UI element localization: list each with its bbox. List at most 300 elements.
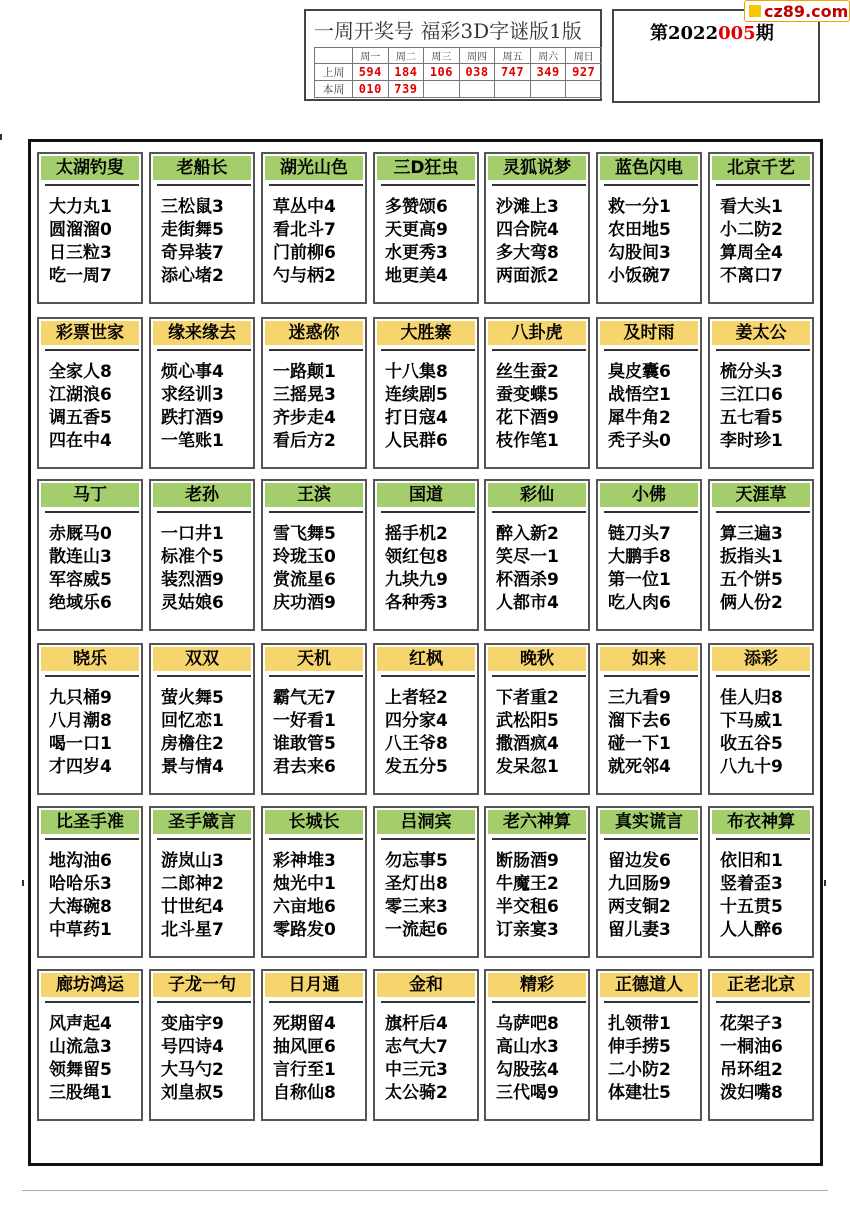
clue-item: 玲珑玉0 (273, 547, 336, 567)
card-clues (720, 687, 810, 779)
clue-item: 山流急3 (49, 1037, 112, 1057)
this-week-row (315, 81, 602, 98)
clue-item: 彩神堆3 (273, 851, 336, 871)
edge-tick (22, 880, 24, 886)
clue-item: 四分家4 (385, 711, 448, 731)
clue-item: 三九看9 (608, 688, 671, 708)
card-clues (49, 850, 139, 942)
puzzle-card (149, 969, 255, 1121)
clue-item: 一笔账1 (161, 431, 224, 451)
clue-item: 蚕变蝶5 (496, 385, 559, 405)
clue-item: 四在中4 (49, 431, 112, 451)
puzzle-card (596, 317, 702, 469)
clue-item: 天更高9 (385, 220, 448, 240)
card-clues (273, 361, 363, 453)
card-clues (608, 523, 698, 615)
clue-item: 多赞颂6 (385, 197, 448, 217)
clue-item: 大鹏手8 (608, 547, 671, 567)
clue-item: 烦心事4 (161, 362, 224, 382)
card-title: 圣手箴言 (153, 810, 251, 834)
clue-item: 臭皮囊6 (608, 362, 671, 382)
card-title: 吕洞宾 (377, 810, 475, 834)
clue-item: 三松鼠3 (161, 197, 224, 217)
clue-item: 留边发6 (608, 851, 671, 871)
draw-table (314, 47, 602, 98)
card-divider (157, 1001, 251, 1004)
clue-item: 勿忘事5 (385, 851, 448, 871)
puzzle-card (37, 479, 143, 631)
puzzle-card (484, 479, 590, 631)
clue-item: 刘皇叔5 (161, 1083, 224, 1103)
clue-item: 中草药1 (49, 920, 112, 940)
card-clues (49, 1013, 139, 1105)
clue-item: 赤厩马0 (49, 524, 112, 544)
day-tue: 周二 (388, 48, 424, 64)
puzzle-card (596, 806, 702, 958)
clue-item: 十五贯5 (720, 897, 783, 917)
puzzle-card (708, 479, 814, 631)
clue-item: 九只桶9 (49, 688, 112, 708)
card-title: 国道 (377, 483, 475, 507)
card-clues (273, 196, 363, 288)
clue-item: 勾股间3 (608, 243, 671, 263)
clue-item: 一好看1 (273, 711, 336, 731)
clue-item: 谁敢管5 (273, 734, 336, 754)
clue-item: 圆溜溜0 (49, 220, 112, 240)
clue-item: 喝一口1 (49, 734, 112, 754)
card-divider (381, 184, 475, 187)
clue-item: 人民群6 (385, 431, 448, 451)
card-divider (492, 1001, 586, 1004)
card-title: 廊坊鸿运 (41, 973, 139, 997)
clue-item: 沙滩上3 (496, 197, 559, 217)
card-clues (496, 361, 586, 453)
card-title: 老六神算 (488, 810, 586, 834)
clue-item: 各种秀3 (385, 593, 448, 613)
draw-number (459, 81, 495, 98)
card-clues (273, 523, 363, 615)
clue-item: 花架子3 (720, 1014, 783, 1034)
clue-item: 看后方2 (273, 431, 336, 451)
clue-item: 花下酒9 (496, 408, 559, 428)
card-clues (608, 361, 698, 453)
day-thu: 周四 (459, 48, 495, 64)
clue-item: 志气大7 (385, 1037, 448, 1057)
card-clues (49, 687, 139, 779)
card-clues (161, 196, 251, 288)
clue-item: 伸手捞5 (608, 1037, 671, 1057)
card-clues (720, 361, 810, 453)
clue-item: 变庙宇9 (161, 1014, 224, 1034)
card-clues (273, 850, 363, 942)
card-title: 正老北京 (712, 973, 810, 997)
card-divider (269, 1001, 363, 1004)
clue-item: 吊环组2 (720, 1060, 783, 1080)
clue-item: 二郎神2 (161, 874, 224, 894)
card-clues (49, 361, 139, 453)
draw-number: 927 (566, 64, 602, 81)
card-divider (157, 184, 251, 187)
card-title: 湖光山色 (265, 156, 363, 180)
clue-item: 零路发0 (273, 920, 336, 940)
clue-item: 武松阳5 (496, 711, 559, 731)
site-logo[interactable] (744, 0, 850, 22)
day-mon: 周一 (353, 48, 389, 64)
card-divider (45, 184, 139, 187)
card-title: 姜太公 (712, 321, 810, 345)
puzzle-card (708, 643, 814, 795)
this-week-label: 本周 (315, 81, 353, 98)
card-divider (45, 1001, 139, 1004)
card-clues (608, 1013, 698, 1105)
card-divider (604, 838, 698, 841)
card-clues (161, 687, 251, 779)
clue-item: 死期留4 (273, 1014, 336, 1034)
card-title: 老孙 (153, 483, 251, 507)
card-clues (496, 687, 586, 779)
card-clues (273, 687, 363, 779)
clue-item: 碰一下1 (608, 734, 671, 754)
card-clues (385, 850, 475, 942)
day-sun: 周日 (566, 48, 602, 64)
card-divider (716, 675, 810, 678)
draw-number: 038 (459, 64, 495, 81)
card-divider (157, 511, 251, 514)
clue-item: 地沟油6 (49, 851, 112, 871)
clue-item: 吃一周7 (49, 266, 112, 286)
clue-item: 八王爷8 (385, 734, 448, 754)
card-divider (604, 184, 698, 187)
clue-item: 四合院4 (496, 220, 559, 240)
card-clues (273, 1013, 363, 1105)
puzzle-card (708, 317, 814, 469)
clue-item: 不离口7 (720, 266, 783, 286)
clue-item: 看北斗7 (273, 220, 336, 240)
clue-item: 景与情4 (161, 757, 224, 777)
card-divider (492, 511, 586, 514)
draw-number (424, 81, 460, 98)
clue-item: 标准个5 (161, 547, 224, 567)
card-clues (720, 523, 810, 615)
card-clues (49, 196, 139, 288)
draw-number (566, 81, 602, 98)
card-title: 真实谎言 (600, 810, 698, 834)
card-title: 八卦虎 (488, 321, 586, 345)
clue-item: 醉入新2 (496, 524, 559, 544)
card-divider (604, 1001, 698, 1004)
card-title: 大胜寨 (377, 321, 475, 345)
puzzle-card (149, 152, 255, 304)
clue-item: 雪飞舞5 (273, 524, 336, 544)
card-divider (492, 184, 586, 187)
puzzle-card (596, 643, 702, 795)
card-divider (157, 349, 251, 352)
clue-item: 下马威1 (720, 711, 783, 731)
clue-item: 李时珍1 (720, 431, 783, 451)
clue-item: 门前柳6 (273, 243, 336, 263)
puzzle-card (596, 969, 702, 1121)
puzzle-card (373, 806, 479, 958)
clue-item: 梳分头3 (720, 362, 783, 382)
clue-item: 调五香5 (49, 408, 112, 428)
puzzle-card (484, 969, 590, 1121)
clue-item: 五个饼5 (720, 570, 783, 590)
day-row (315, 48, 602, 64)
last-week-label: 上周 (315, 64, 353, 81)
clue-item: 江湖浪6 (49, 385, 112, 405)
clue-item: 农田地5 (608, 220, 671, 240)
card-title: 添彩 (712, 647, 810, 671)
clue-item: 就死邻4 (608, 757, 671, 777)
clue-item: 赏流星6 (273, 570, 336, 590)
last-week-row (315, 64, 602, 81)
clue-item: 领红包8 (385, 547, 448, 567)
clue-item: 一桐油6 (720, 1037, 783, 1057)
card-divider (269, 511, 363, 514)
card-clues (608, 850, 698, 942)
card-title: 迷惑你 (265, 321, 363, 345)
card-title: 双双 (153, 647, 251, 671)
card-title: 及时雨 (600, 321, 698, 345)
puzzle-card (708, 969, 814, 1121)
card-clues (496, 850, 586, 942)
card-clues (496, 1013, 586, 1105)
clue-item: 领舞留5 (49, 1060, 112, 1080)
clue-item: 小二防2 (720, 220, 783, 240)
clue-item: 救一分1 (608, 197, 671, 217)
card-divider (269, 838, 363, 841)
card-title: 比圣手准 (41, 810, 139, 834)
clue-item: 游岚山3 (161, 851, 224, 871)
edge-tick (0, 134, 2, 140)
footer-divider (22, 1190, 828, 1191)
card-clues (385, 1013, 475, 1105)
issue-panel (612, 9, 820, 103)
card-title: 灵狐说梦 (488, 156, 586, 180)
clue-item: 笑尽一1 (496, 547, 559, 567)
clue-item: 勺与柄2 (273, 266, 336, 286)
card-clues (608, 687, 698, 779)
card-title: 缘来缘去 (153, 321, 251, 345)
puzzle-card (596, 152, 702, 304)
clue-item: 高山水3 (496, 1037, 559, 1057)
puzzle-card (484, 806, 590, 958)
clue-item: 君去来6 (273, 757, 336, 777)
draw-number: 594 (353, 64, 389, 81)
puzzle-card (149, 643, 255, 795)
clue-item: 溜下去6 (608, 711, 671, 731)
clue-item: 丝生蚕2 (496, 362, 559, 382)
clue-item: 依旧和1 (720, 851, 783, 871)
card-title: 北京千艺 (712, 156, 810, 180)
clue-item: 零三来3 (385, 897, 448, 917)
card-divider (716, 184, 810, 187)
puzzle-card (261, 317, 367, 469)
card-title: 太湖钓叟 (41, 156, 139, 180)
puzzle-card (484, 317, 590, 469)
clue-item: 奇异装7 (161, 243, 224, 263)
clue-item: 求经训3 (161, 385, 224, 405)
clue-item: 人人醉6 (720, 920, 783, 940)
card-title: 彩仙 (488, 483, 586, 507)
puzzle-card (149, 317, 255, 469)
clue-item: 泼妇嘴8 (720, 1083, 783, 1103)
card-clues (161, 850, 251, 942)
clue-item: 装烈酒9 (161, 570, 224, 590)
card-clues (496, 196, 586, 288)
card-title: 子龙一句 (153, 973, 251, 997)
puzzle-card (37, 152, 143, 304)
card-title: 天涯草 (712, 483, 810, 507)
clue-item: 下者重2 (496, 688, 559, 708)
card-title: 红枫 (377, 647, 475, 671)
clue-item: 抽风匣6 (273, 1037, 336, 1057)
clue-item: 杯酒杀9 (496, 570, 559, 590)
clue-item: 烛光中1 (273, 874, 336, 894)
clue-item: 旗杆后4 (385, 1014, 448, 1034)
clue-item: 发呆忽1 (496, 757, 559, 777)
card-clues (49, 523, 139, 615)
card-clues (385, 523, 475, 615)
clue-item: 廿世纪4 (161, 897, 224, 917)
clue-item: 十八集8 (385, 362, 448, 382)
day-fri: 周五 (495, 48, 531, 64)
clue-item: 霸气无7 (273, 688, 336, 708)
card-clues (496, 523, 586, 615)
card-divider (269, 184, 363, 187)
card-title: 三D狂虫 (377, 156, 475, 180)
clue-item: 两支铜2 (608, 897, 671, 917)
card-title: 日月通 (265, 973, 363, 997)
clue-item: 五七看5 (720, 408, 783, 428)
clue-item: 发五分5 (385, 757, 448, 777)
clue-item: 一口井1 (161, 524, 224, 544)
card-clues (161, 1013, 251, 1105)
puzzle-card (596, 479, 702, 631)
clue-item: 算三遍3 (720, 524, 783, 544)
card-title: 晓乐 (41, 647, 139, 671)
clue-item: 扎领带1 (608, 1014, 671, 1034)
clue-item: 小饭碗7 (608, 266, 671, 286)
card-divider (604, 675, 698, 678)
card-title: 金和 (377, 973, 475, 997)
clue-item: 风声起4 (49, 1014, 112, 1034)
clue-item: 连续剧5 (385, 385, 448, 405)
card-divider (269, 349, 363, 352)
clue-item: 庆功酒9 (273, 593, 336, 613)
clue-item: 齐步走4 (273, 408, 336, 428)
clue-item: 牛魔王2 (496, 874, 559, 894)
card-divider (381, 838, 475, 841)
clue-item: 俩人份2 (720, 593, 783, 613)
clue-item: 二小防2 (608, 1060, 671, 1080)
clue-item: 大海碗8 (49, 897, 112, 917)
puzzle-card (484, 152, 590, 304)
clue-item: 日三粒3 (49, 243, 112, 263)
clue-item: 全家人8 (49, 362, 112, 382)
clue-item: 房檐住2 (161, 734, 224, 754)
clue-item: 体建壮5 (608, 1083, 671, 1103)
puzzle-card (37, 643, 143, 795)
card-divider (381, 1001, 475, 1004)
draw-number: 747 (495, 64, 531, 81)
card-divider (45, 838, 139, 841)
clue-item: 跌打酒9 (161, 408, 224, 428)
card-divider (492, 349, 586, 352)
clue-item: 草丛中4 (273, 197, 336, 217)
clue-item: 打日寇4 (385, 408, 448, 428)
puzzle-card (484, 643, 590, 795)
clue-item: 第一位1 (608, 570, 671, 590)
clue-item: 订亲宴3 (496, 920, 559, 940)
day-sat: 周六 (530, 48, 566, 64)
clue-item: 秃子头0 (608, 431, 671, 451)
clue-item: 竖着歪3 (720, 874, 783, 894)
clue-item: 看大头1 (720, 197, 783, 217)
card-divider (604, 349, 698, 352)
card-clues (385, 196, 475, 288)
clue-item: 撒酒疯4 (496, 734, 559, 754)
card-title: 布衣神算 (712, 810, 810, 834)
clue-item: 太公骑2 (385, 1083, 448, 1103)
clue-item: 三摇晃3 (273, 385, 336, 405)
clue-item: 萤火舞5 (161, 688, 224, 708)
card-divider (45, 675, 139, 678)
card-title: 小佛 (600, 483, 698, 507)
clue-item: 哈哈乐3 (49, 874, 112, 894)
card-divider (492, 838, 586, 841)
clue-item: 断肠酒9 (496, 851, 559, 871)
draw-number: 010 (353, 81, 389, 98)
puzzle-card (261, 806, 367, 958)
card-divider (716, 349, 810, 352)
card-clues (720, 196, 810, 288)
puzzle-card (149, 479, 255, 631)
card-divider (45, 349, 139, 352)
clue-item: 吃人肉6 (608, 593, 671, 613)
card-divider (492, 675, 586, 678)
clue-item: 绝域乐6 (49, 593, 112, 613)
card-divider (716, 511, 810, 514)
issue-number: 第2022005期 (650, 23, 774, 44)
clue-item: 战悟空1 (608, 385, 671, 405)
puzzle-card (373, 643, 479, 795)
clue-item: 多大弯8 (496, 243, 559, 263)
card-clues (608, 196, 698, 288)
clue-item: 言行至1 (273, 1060, 336, 1080)
card-divider (157, 838, 251, 841)
puzzle-card (708, 806, 814, 958)
card-title: 马丁 (41, 483, 139, 507)
card-title: 正德道人 (600, 973, 698, 997)
card-title: 王滨 (265, 483, 363, 507)
card-title: 蓝色闪电 (600, 156, 698, 180)
puzzle-card (373, 969, 479, 1121)
card-clues (720, 850, 810, 942)
clue-item: 散连山3 (49, 547, 112, 567)
clue-item: 九块九9 (385, 570, 448, 590)
card-title: 如来 (600, 647, 698, 671)
clue-item: 犀牛角2 (608, 408, 671, 428)
clue-item: 上者轻2 (385, 688, 448, 708)
puzzle-card (261, 969, 367, 1121)
card-divider (381, 675, 475, 678)
card-title: 晚秋 (488, 647, 586, 671)
day-wed: 周三 (424, 48, 460, 64)
card-title: 长城长 (265, 810, 363, 834)
clue-item: 圣灯出8 (385, 874, 448, 894)
clue-item: 中三元3 (385, 1060, 448, 1080)
